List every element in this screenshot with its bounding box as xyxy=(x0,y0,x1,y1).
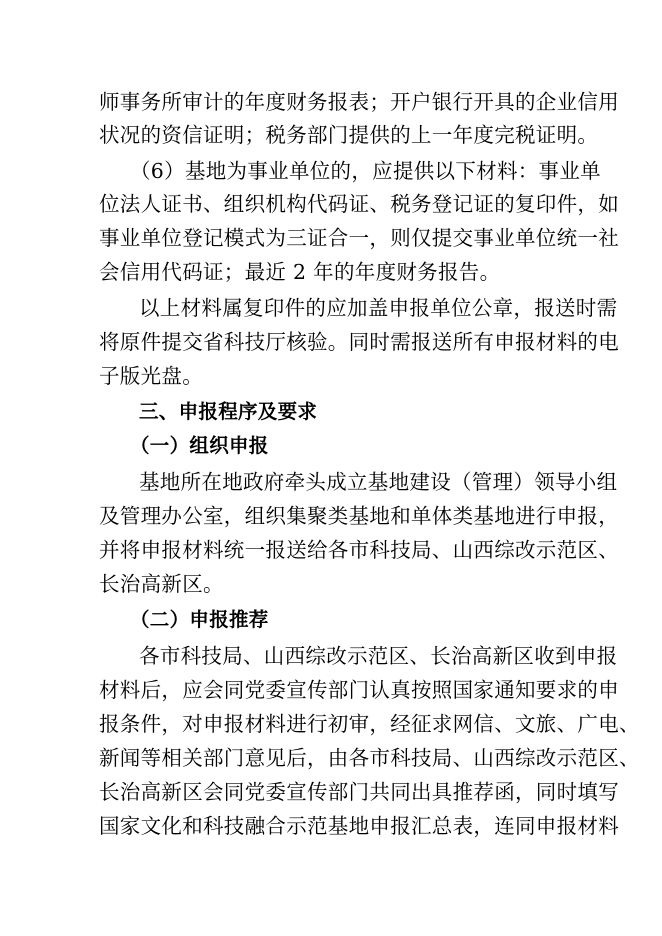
text-line: 事业单位登记模式为三证合一，则仅提交事业单位统一社 xyxy=(99,226,619,250)
text-line: 国家文化和科技融合示范基地申报汇总表，连同申报材料 xyxy=(99,814,619,838)
text-line: 将原件提交省科技厅核验。同时需报送所有申报材料的电 xyxy=(99,330,619,354)
text-line: 子版光盘。 xyxy=(99,364,203,388)
section-heading: 三、申报程序及要求 xyxy=(139,400,318,423)
text-line: 师事务所审计的年度财务报表；开户银行开具的企业信用 xyxy=(99,90,619,114)
text-line: 会信用代码证；最近 2 年的年度财务报告。 xyxy=(99,260,501,284)
text-line: （6）基地为事业单位的，应提供以下材料：事业单 xyxy=(130,159,601,183)
text-line: 材料后，应会同党委宣传部门认真按照国家通知要求的申 xyxy=(99,678,619,702)
text-line: 长治高新区。 xyxy=(99,572,224,596)
subsection-heading: （一）组织申报 xyxy=(130,434,269,457)
text-line: 以上材料属复印件的应加盖申报单位公章，报送时需 xyxy=(139,296,618,320)
subsection-heading: （二）申报推荐 xyxy=(130,608,269,631)
text-line: 位法人证书、组织机构代码证、税务登记证的复印件，如 xyxy=(99,192,619,216)
text-line: 基地所在地政府牵头成立基地建设（管理）领导小组 xyxy=(139,470,618,494)
text-line: 新闻等相关部门意见后，由各市科技局、山西综改示范区、 xyxy=(99,746,640,770)
text-line: 状况的资信证明；税务部门提供的上一年度完税证明。 xyxy=(99,123,599,147)
text-line: 报条件，对申报材料进行初审，经征求网信、文旅、广电、 xyxy=(99,712,640,736)
text-line: 及管理办公室，组织集聚类基地和单体类基地进行申报， xyxy=(99,504,619,528)
text-line: 并将申报材料统一报送给各市科技局、山西综改示范区、 xyxy=(99,538,619,562)
text-line: 各市科技局、山西综改示范区、长治高新区收到申报 xyxy=(139,644,618,668)
text-line: 长治高新区会同党委宣传部门共同出具推荐函，同时填写 xyxy=(99,780,619,804)
